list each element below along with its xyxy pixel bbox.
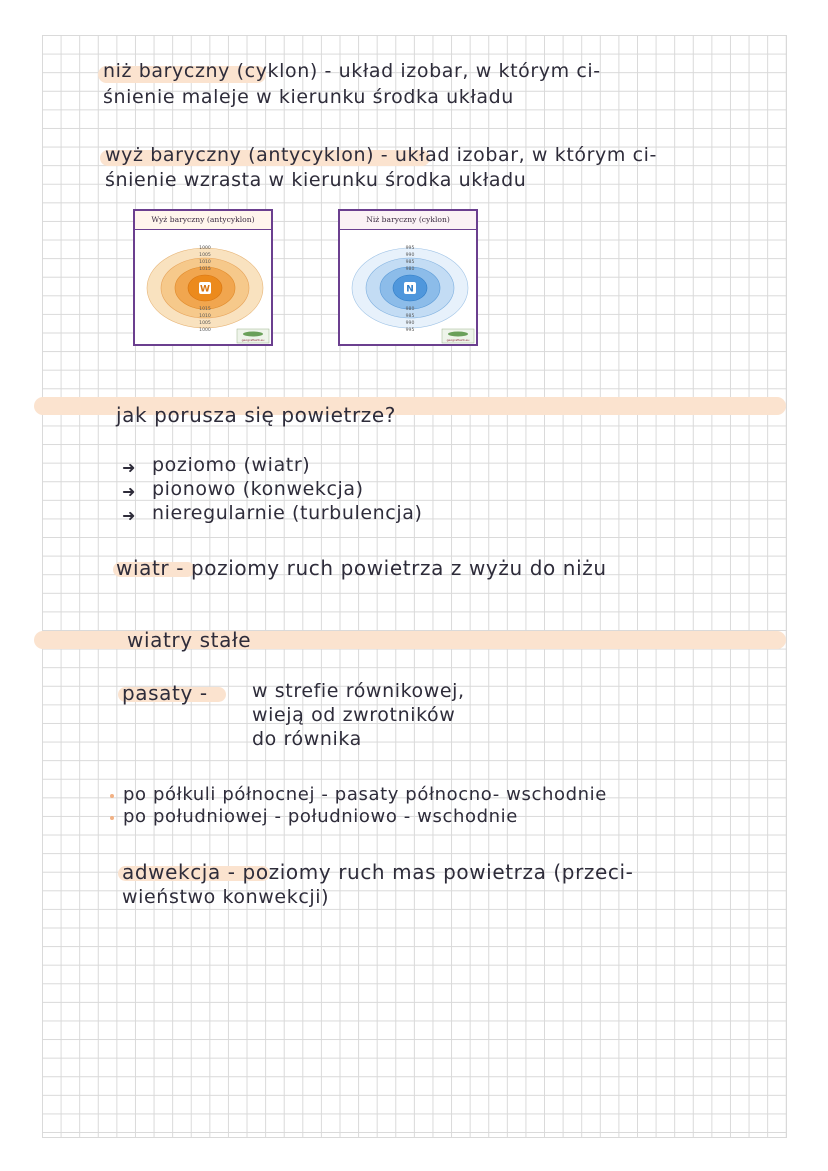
movement-vertical: pionowo (konwekcja) (152, 478, 364, 500)
isobar-label: 1000 (199, 328, 211, 333)
high-center-label: W (200, 284, 210, 295)
trade-winds-term: pasaty - (122, 681, 208, 705)
advection-line-2: wieństwo konwekcji) (122, 886, 330, 908)
svg-text:geografia24.eu: geografia24.eu (241, 338, 265, 342)
isobar-label: 1015 (199, 307, 211, 312)
constant-winds-heading: wiatry stałe (127, 628, 252, 652)
watermark-logo (442, 329, 474, 343)
low-center-label: N (406, 284, 414, 295)
advection-line-1: adwekcja - poziomy ruch mas powietrza (przeci- (122, 860, 634, 884)
low-definition-line-1: niż baryczny (cyklon) - układ izobar, w którym ci- (103, 60, 601, 82)
isobar-label: 985 (405, 260, 415, 265)
anticyclone-diagram-title: Wyż baryczny (antycyklon) (135, 211, 271, 230)
isobar-label: 1005 (199, 321, 211, 326)
isobar-label: 1005 (199, 253, 211, 258)
movement-irregular: nieregularnie (turbulencja) (152, 502, 423, 524)
arrow-icon: ➜ (122, 506, 136, 525)
anticyclone-isobars (135, 230, 271, 345)
wind-definition: wiatr - poziomy ruch powietrza z wyżu do niżu (116, 556, 607, 580)
isobar-label: 995 (405, 328, 415, 333)
cyclone-diagram (338, 209, 478, 346)
arrow-icon: ➜ (122, 482, 136, 501)
movement-horizontal: poziomo (wiatr) (152, 454, 311, 476)
trade-winds-line-1: w strefie równikowej, (252, 680, 465, 702)
low-definition-line-2: śnienie maleje w kierunku środka układu (103, 86, 514, 108)
cyclone-isobars (340, 230, 476, 345)
svg-text:geografia24.eu: geografia24.eu (446, 338, 470, 342)
bullet-dot (110, 816, 114, 820)
watermark-logo (237, 329, 269, 343)
isobar-label: 990 (405, 321, 415, 326)
southern-hemisphere-note: po południowej - południowo - wschodnie (123, 806, 518, 827)
cyclone-diagram-title: Niż baryczny (cyklon) (340, 211, 476, 230)
isobar-label: 985 (405, 314, 415, 319)
anticyclone-diagram (133, 209, 273, 346)
isobar-label: 980 (405, 307, 415, 312)
high-definition-line-2: śnienie wzrasta w kierunku środka układu (105, 169, 527, 191)
high-definition-line-1: wyż baryczny (antycyklon) - układ izobar, w którym ci- (105, 144, 657, 166)
isobar-label: 1010 (199, 260, 211, 265)
isobar-label: 980 (405, 267, 415, 272)
isobar-label: 995 (405, 246, 415, 251)
question-heading: jak porusza się powietrze? (116, 403, 396, 427)
isobar-label: 1010 (199, 314, 211, 319)
graph-paper-grid (42, 35, 787, 1138)
isobar-label: 1000 (199, 246, 211, 251)
bullet-dot (110, 794, 114, 798)
trade-winds-line-2: wieją od zwrotników (252, 704, 456, 726)
arrow-icon: ➜ (122, 458, 136, 477)
trade-winds-line-3: do równika (252, 728, 362, 750)
isobar-label: 1015 (199, 267, 211, 272)
northern-hemisphere-note: po półkuli północnej - pasaty północno- wschodnie (123, 784, 607, 805)
isobar-label: 990 (405, 253, 415, 258)
